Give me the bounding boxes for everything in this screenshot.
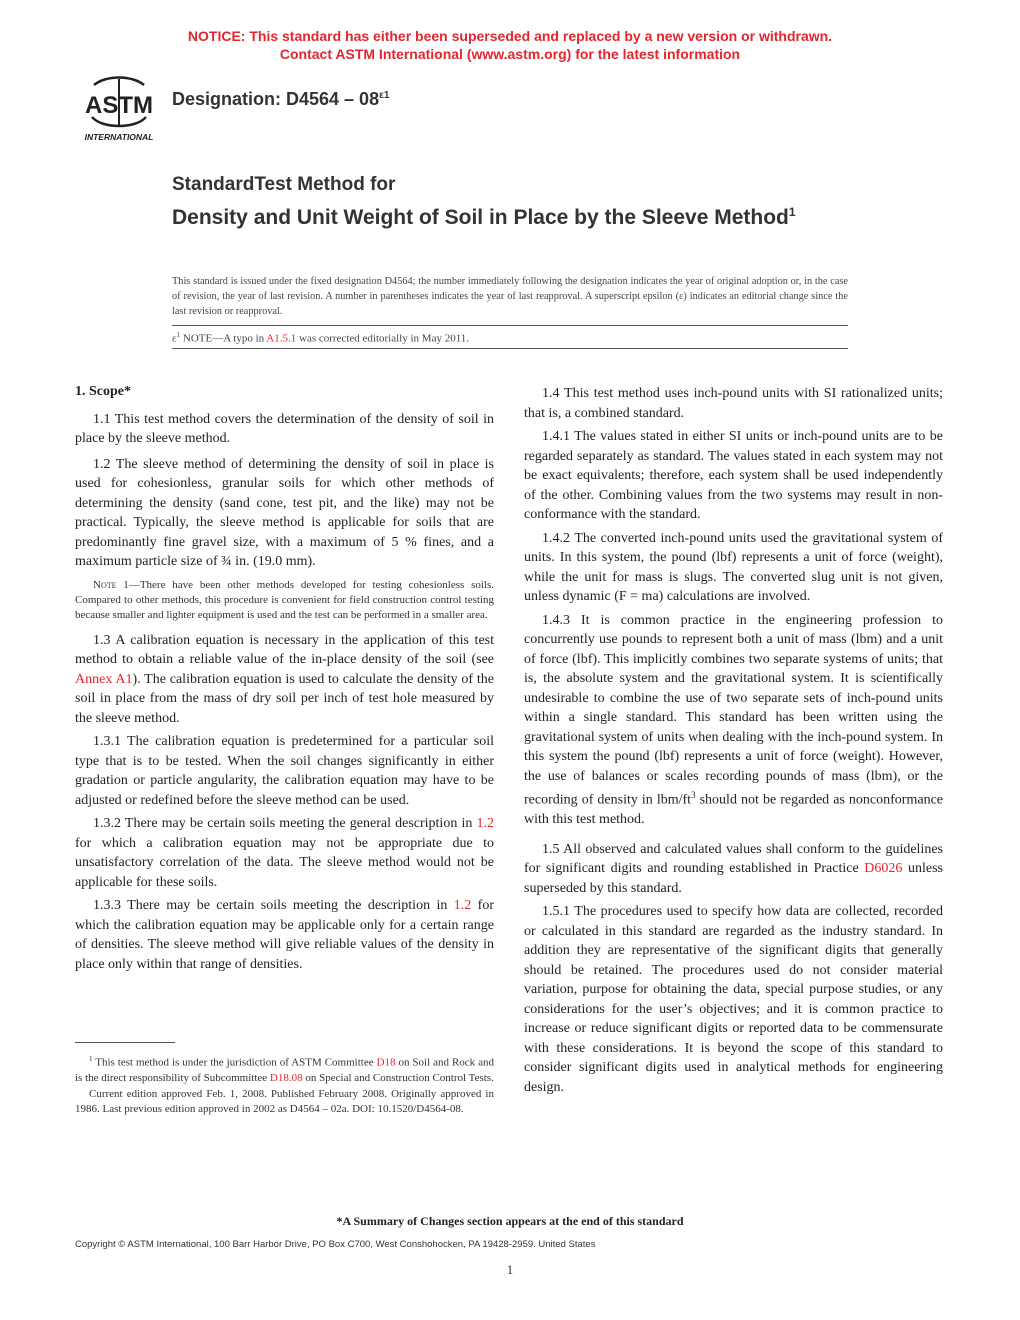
right-column [524,384,943,1103]
link-d18[interactable]: D18 [376,1056,396,1069]
copyright-line: Copyright © ASTM International, 100 Barr Harbor Drive, PO Box C700, West Conshohocken, PA 19428-2959. United States [75,1239,596,1250]
link-annex-a1[interactable]: Annex A1 [75,671,133,687]
left-column [75,382,494,978]
document-title [172,199,812,231]
footnote-1 [75,1052,494,1118]
note-1-label: Note 1 [93,578,129,591]
note-1-text: —There have been other methods developed for testing cohesionless soils. Compared to other methods, this procedure is convenient for field construction control testing because smaller and lighter equipment is used and the test can be performed in a smaller area. [75,578,494,621]
notice-line-2: Contact ASTM International (www.astm.org) for the latest information [279,46,741,62]
para-1-5-1: 1.5.1 The procedures used to specify how data are collected, recorded or calculated in this standard are regarded as the industry standard. In addition they are representative of the significant digits that generally should be retained. The procedures used do not consider material variation, purpose for obtaining the data, special purpose studies, or any considerations for the user’s objectives; and it is common practice to increase or reduce significant digits or reported data to be commensurate with these considerations. It is beyond the scope of this standard to consider significant digits used in analytical methods for engineering design. [524,904,943,1095]
epsilon-sup: 1 [176,331,181,339]
editorial-note [172,331,469,345]
link-a1-5-1[interactable]: A1.5.1 [266,332,297,345]
divider-top [172,325,848,326]
note-1 [75,578,494,623]
footnote-para-1: $^1$ This test method is under the jurisdiction of ASTM Committee D18 on Soil and Rock and is the direct responsibility of Subcommittee D18.08 on Special and Construction Control Tests. [75,1055,494,1085]
para-1-3: 1.3 A calibration equation is necessary in the application of this test method to obtain a reliable value of the in-place density of the soil (see Annex A1). The calibration equation is used to calculate the density of the soil in place from the mass of dry soil per inch of test hole measured by the sleeve method. [75,632,494,726]
para-1-3-1: 1.3.1 The calibration equation is predetermined for a particular soil type that is to be tested. When the soil changes significantly in either gradation or particle angularity, the calibration equation may have to be adjusted or redefined before the sleeve method can be used. [75,734,494,808]
notice-line-1: NOTICE: This standard has either been superseded and replaced by a new version or withdrawn. [187,28,833,44]
summary-of-changes-note: *A Summary of Changes section appears at the end of this standard [336,1214,684,1228]
page-number: 1 [506,1262,514,1277]
para-1-3-3: 1.3.3 There may be certain soils meeting the description in 1.2 for which the calibration equation may be applicable only for a certain range of densities. The sleeve method will give reliable values of the density in place only within that range of densities. [75,898,495,972]
title-footnote-ref: 1 [788,205,796,219]
para-1-4-3: 1.4.3 It is common practice in the engineering profession to concurrently use pounds to represent both a unit of mass (lbm) and a unit of force (lbf). This implicitly combines two separate systems of units; that is, the absolute system and the gravitational system. It is scientifically undesirable to combine the use of two separate sets of inch-pound units within a single standard. This standard has been written using the gravitational system of units when dealing with the inch-pound system. In this system the pound (lbf) represents a unit of force (weight). However, the use of balances or scales recording pounds of mass (lbm), or the recording of density in lbm/$ft^3$ should not be regarded as nonconformance with this test method. [524,612,944,828]
issued-statement: This standard is issued under the fixed designation D4564; the number immediately following the designation indicates the year of original adoption or, in the case of revision, the year of last revision. A number in parentheses indicates the year of last reapproval. A superscript epsilon (ε) indicates an editorial change since the last revision or reapproval. [172,276,848,317]
editorial-text-after: was corrected editorially in May 2011. [296,332,470,345]
para-1-4-2: 1.4.2 The converted inch-pound units used the gravitational system of units. In this system, the pound (lbf) represents a unit of force (weight), while the unit for mass is slugs. The converted slug unit is not given, unless dynamic (F = ma) calculations are involved. [524,530,943,604]
editorial-text-before: NOTE—A typo in [180,332,267,345]
para-1-5: 1.5 All observed and calculated values shall conform to the guidelines for significant digits and rounding established in Practice D6026 unless superseded by this standard. [524,841,944,896]
epsilon: ε [172,332,177,345]
para-1-2: 1.2 The sleeve method of determining the density of soil in place is used for cohesionless, granular soils for which other methods of determining the density (sand cone, test pit, and the like) may not be practical. Typically, the sleeve method is applicable for soils that are predominantly fine gravel size, with a maximum of 5 % fines, and a maximum particle size of ¾ in. (19.0 mm). [75,456,494,569]
link-d6026[interactable]: D6026 [864,861,903,877]
para-1-1: 1.1 This test method covers the determination of the density of soil in place by the sleeve method. [75,411,494,446]
para-1-3-2: 1.3.2 There may be certain soils meeting the general description in 1.2 for which a calibration equation may not be appropriate due to unsatisfactory correlation of the data. The sleeve method would not be applicable for these soils. [75,816,494,890]
divider-bottom [172,348,848,349]
section-heading-scope: 1. Scope* [75,384,131,399]
designation-label: Designation: D4564 – 08 [172,89,380,109]
designation-sup: ε1 [379,90,390,101]
designation [172,89,389,110]
footnote-divider [75,1042,175,1043]
notice-banner [0,27,1020,63]
title-text: Density and Unit Weight of Soil in Place by the Sleeve Method [172,206,789,229]
title-line-1: StandardTest Method for [172,174,396,195]
logo-subtitle: INTERNATIONAL [84,132,154,142]
para-1-4: 1.4 This test method uses inch-pound units with SI rationalized units; that is, a combined standard. [524,386,943,421]
footnote-para-2: Current edition approved Feb. 1, 2008. Published February 2008. Originally approved in 1986. Last previous edition approved in 2002 as D4564 – 02a. DOI: 10.1520/D4564-08. [75,1087,494,1116]
astm-logo [74,73,164,145]
link-1-2[interactable]: 1.2 [453,898,472,913]
link-1-2[interactable]: 1.2 [476,816,494,831]
link-d18-08[interactable]: D18.08 [269,1072,303,1085]
astm-logo-mark [74,73,164,145]
logo-letters: ASTM [85,92,153,119]
para-1-4-1: 1.4.1 The values stated in either SI units or inch-pound units are to be regarded separately as standard. The values stated in each system may not be exact equivalents; therefore, each system shall be used independently of the other. Combining values from the two systems may result in non-conformance with the standard. [524,429,943,522]
